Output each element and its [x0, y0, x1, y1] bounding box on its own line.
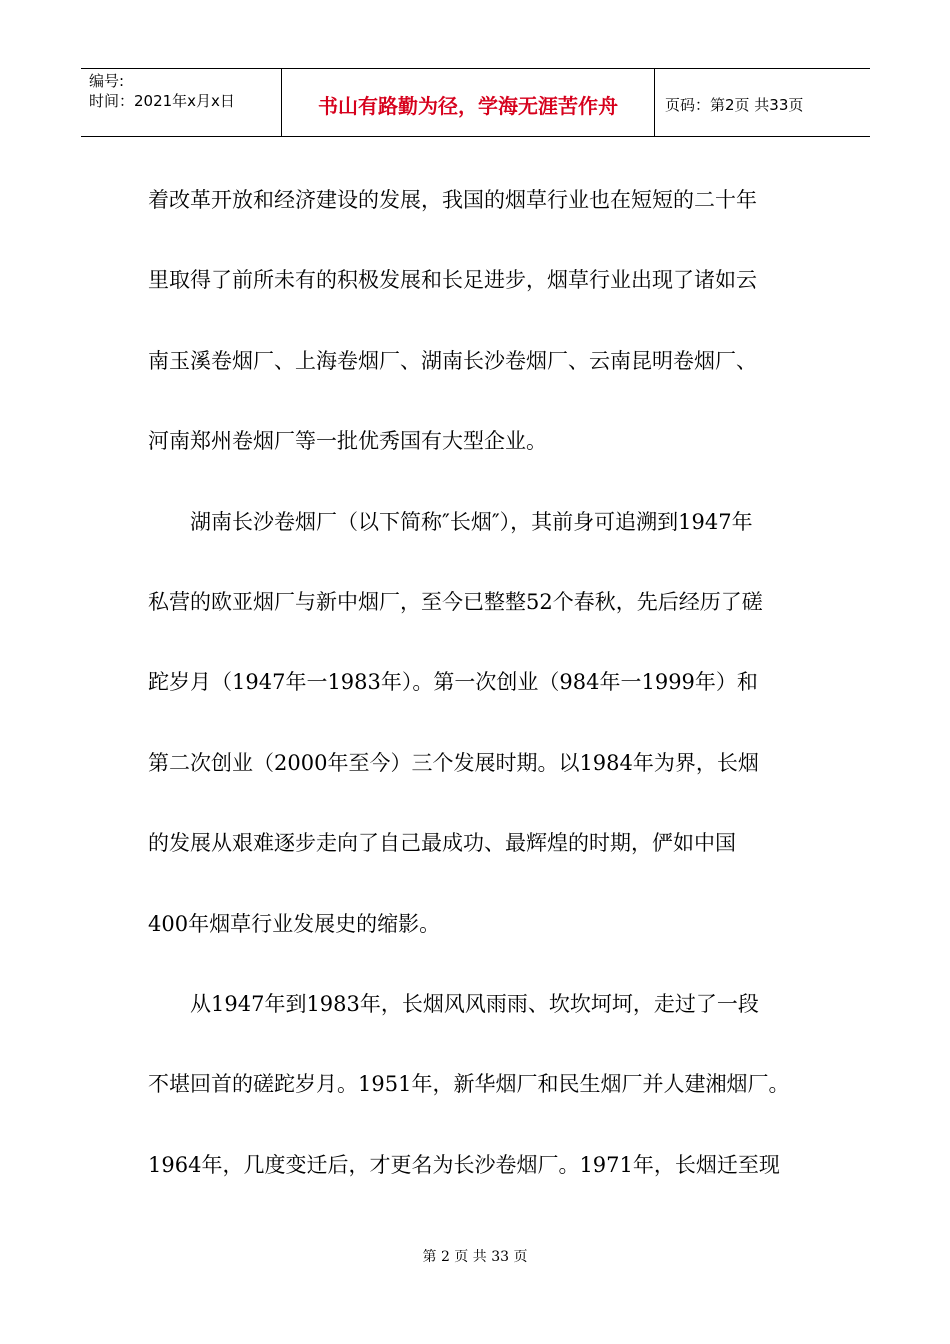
body-line: 湖南长沙卷烟厂（以下简称″长烟″），其前身可追溯到1947年 [148, 509, 753, 534]
body-line: 南玉溪卷烟厂、上海卷烟厂、湖南长沙卷烟厂、云南昆明卷烟厂、 [148, 348, 757, 373]
body-line: 着改革开放和经济建设的发展，我国的烟草行业也在短短的二十年 [148, 188, 757, 212]
body-line: 从1947年到1983年，长烟风风雨雨、坎坎坷坷，走过了一段 [148, 992, 759, 1017]
header-page-indicator: 页码：第2页 共33页 [665, 96, 804, 114]
body-line: 里取得了前所未有的积极发展和长足进步，烟草行业出现了诸如云 [148, 268, 757, 293]
body-line: 的发展从艰难逐步走向了自己最成功、最辉煌的时期，俨如中国 [148, 831, 736, 856]
document-body [148, 160, 828, 1205]
body-line: 不堪回首的磋跎岁月。1951年，新华烟厂和民生烟厂并人建湘烟厂。 [148, 1072, 790, 1097]
body-line: 第二次创业（2000年至今）三个发展时期。以1984年为界，长烟 [148, 750, 759, 775]
header-meta [81, 69, 282, 136]
page-footer: 第 2 页 共 33 页 [422, 1249, 528, 1265]
page-header [81, 68, 870, 137]
body-line: 1964年，几度变迁后，才更名为长沙卷烟厂。1971年，长烟迁至现 [148, 1152, 780, 1177]
body-line: 河南郑州卷烟厂等一批优秀国有大型企业。 [148, 429, 547, 454]
body-line: 400年烟草行业发展史的缩影。 [148, 911, 441, 936]
document-number-label: 编号: [89, 72, 125, 90]
document-time-label: 时间：2021年x月x日 [89, 92, 235, 110]
header-motto: 书山有路勤为径，学海无涯苦作舟 [282, 69, 655, 136]
body-line: 私营的欧亚烟厂与新中烟厂，至今已整整52个春秋，先后经历了磋 [148, 590, 763, 615]
body-line: 跎岁月（1947年一1983年）。第一次创业（984年一1999年）和 [148, 670, 758, 695]
